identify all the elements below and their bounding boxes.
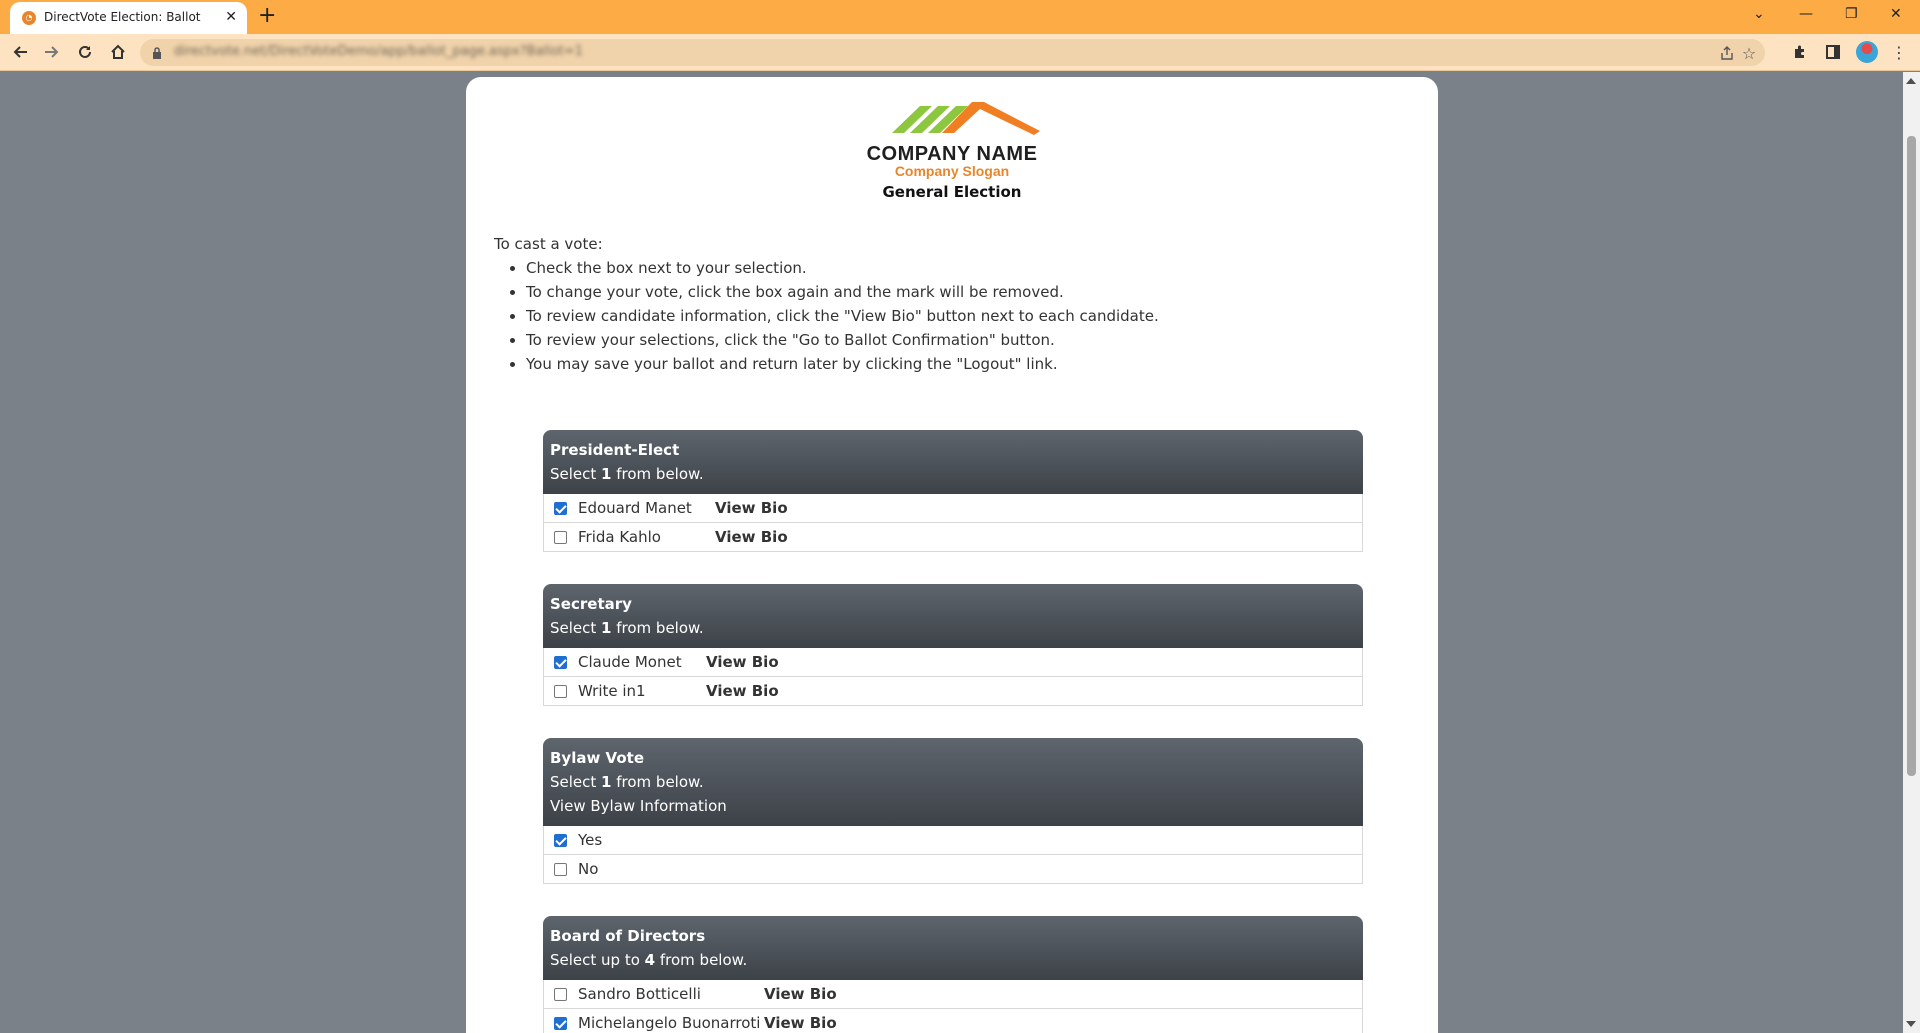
candidate-row (543, 494, 1363, 523)
race-bylaw-vote (543, 738, 1363, 884)
candidate-name: Sandro Botticelli (578, 985, 701, 1003)
instruction-item: • To change your vote, click the box again and the mark will be removed. (526, 280, 1159, 304)
race-header (543, 738, 1363, 826)
election-title: General Election (882, 183, 1022, 201)
view-bio-button[interactable]: View Bio (706, 653, 779, 671)
vote-checkbox[interactable] (554, 685, 567, 698)
back-icon[interactable] (10, 42, 30, 62)
candidate-name: Claude Monet (578, 653, 682, 671)
vote-checkbox[interactable] (554, 834, 567, 847)
page-scrollbar[interactable] (1903, 72, 1920, 1033)
race-instruction: Select up to 4 from below. (550, 951, 748, 969)
minimize-icon[interactable]: — (1799, 6, 1813, 22)
candidate-row (543, 980, 1363, 1009)
tab-strip (0, 0, 1920, 34)
candidate-row (543, 677, 1363, 706)
menu-kebab-icon[interactable]: ⋮ (1891, 42, 1907, 62)
instruction-item: • To review candidate information, click the "View Bio" button next to each candidate. (526, 304, 1159, 328)
home-icon[interactable] (108, 42, 128, 62)
profile-avatar[interactable] (1856, 41, 1878, 63)
new-tab-button[interactable]: + (258, 3, 277, 28)
vote-checkbox[interactable] (554, 863, 567, 876)
address-bar[interactable] (140, 39, 1765, 66)
scroll-up-icon[interactable] (1906, 78, 1916, 84)
tab-title: DirectVote Election: Ballot (44, 10, 201, 24)
race-title: President-Elect (550, 441, 680, 459)
close-window-icon[interactable]: ✕ (1890, 6, 1902, 22)
tab-close-icon[interactable]: ✕ (225, 9, 237, 25)
option-label: No (578, 860, 599, 878)
race-title: Board of Directors (550, 927, 706, 945)
race-header (543, 430, 1363, 494)
candidate-row (543, 523, 1363, 552)
view-bio-button[interactable]: View Bio (764, 985, 837, 1003)
vote-checkbox[interactable] (554, 988, 567, 1001)
view-bio-button[interactable]: View Bio (715, 499, 788, 517)
race-header (543, 584, 1363, 648)
forward-icon[interactable] (42, 42, 62, 62)
instruction-item: • To review your selections, click the "Go to Ballot Confirmation" button. (526, 328, 1159, 352)
race-instruction: Select 1 from below. (550, 465, 704, 483)
vote-checkbox[interactable] (554, 502, 567, 515)
race-president-elect (543, 430, 1363, 552)
side-panel-icon[interactable] (1823, 42, 1843, 62)
company-logo-icon (884, 89, 1044, 149)
page-viewport (0, 72, 1920, 1033)
view-bio-button[interactable]: View Bio (715, 528, 788, 546)
instruction-item: • Check the box next to your selection. (526, 256, 1159, 280)
option-row (543, 826, 1363, 855)
option-row (543, 855, 1363, 884)
reload-icon[interactable] (75, 42, 95, 62)
race-title: Bylaw Vote (550, 749, 644, 767)
url-text: directvote.net/DirectVoteDemo/app/ballot_page.aspx?Ballot=1 (174, 44, 583, 59)
instructions-list (526, 256, 1159, 376)
company-slogan: Company Slogan (894, 163, 1010, 179)
bookmark-star-icon[interactable]: ☆ (1741, 43, 1757, 63)
candidate-name: Write in1 (578, 682, 646, 700)
browser-tab[interactable] (10, 2, 247, 34)
instruction-item: • You may save your ballot and return later by clicking the "Logout" link. (526, 352, 1159, 376)
candidate-row (543, 1009, 1363, 1033)
scroll-down-icon[interactable] (1906, 1021, 1916, 1027)
vote-checkbox[interactable] (554, 1017, 567, 1030)
race-title: Secretary (550, 595, 632, 613)
restore-icon[interactable]: ❐ (1845, 6, 1858, 22)
share-icon[interactable] (1717, 43, 1737, 63)
ballot-card (466, 77, 1438, 1033)
browser-toolbar (0, 34, 1920, 71)
company-name: COMPANY NAME (866, 143, 1038, 165)
lock-icon (152, 45, 162, 64)
race-instruction: Select 1 from below. (550, 773, 704, 791)
tab-search-icon[interactable]: ⌄ (1753, 6, 1765, 22)
race-header (543, 916, 1363, 980)
instructions-intro: To cast a vote: (494, 235, 603, 253)
race-instruction: Select 1 from below. (550, 619, 704, 637)
option-label: Yes (578, 831, 603, 849)
race-secretary (543, 584, 1363, 706)
site-favicon-icon: ◔ (22, 11, 36, 25)
candidate-name: Edouard Manet (578, 499, 692, 517)
extensions-icon[interactable] (1790, 42, 1810, 62)
candidate-name: Michelangelo Buonarroti (578, 1014, 761, 1032)
view-bio-button[interactable]: View Bio (706, 682, 779, 700)
candidate-name: Frida Kahlo (578, 528, 661, 546)
vote-checkbox[interactable] (554, 656, 567, 669)
race-board-of-directors (543, 916, 1363, 1033)
candidate-row (543, 648, 1363, 677)
view-bylaw-information-link[interactable]: View Bylaw Information (550, 797, 727, 815)
voting-instructions (494, 232, 1159, 376)
scrollbar-thumb[interactable] (1907, 136, 1916, 776)
view-bio-button[interactable]: View Bio (764, 1014, 837, 1032)
vote-checkbox[interactable] (554, 531, 567, 544)
